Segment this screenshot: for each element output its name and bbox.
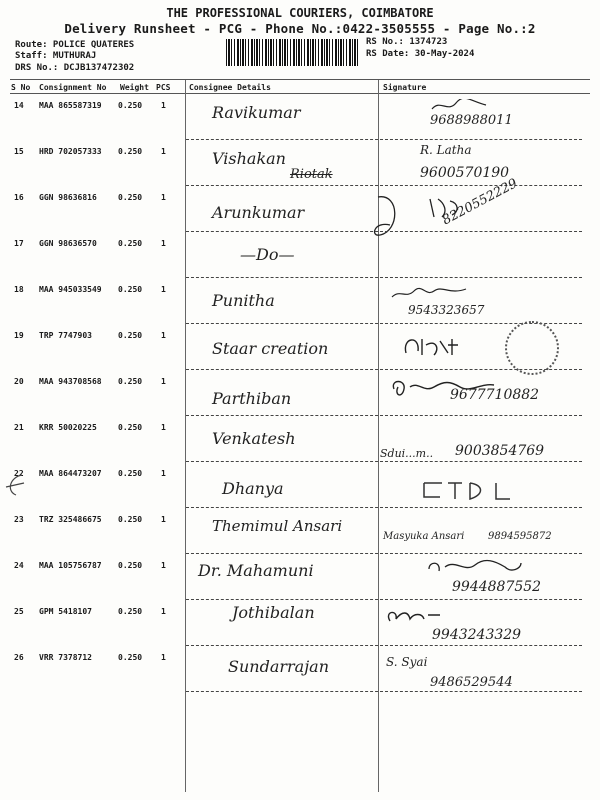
weight: 0.250 [118, 653, 143, 662]
col-header-signature: Signature [383, 83, 427, 92]
drs-number: DRS No.: DCJB137472302 [15, 63, 135, 73]
row-divider [186, 369, 582, 370]
phone-number: 9894595872 [488, 531, 552, 542]
pcs: 1 [161, 285, 166, 294]
weight: 0.250 [118, 331, 143, 340]
consignment-no: MAA 865587319 [39, 101, 102, 110]
weight: 0.250 [118, 469, 143, 478]
consignee-name: Staar creation [212, 339, 329, 358]
sno: 19 [14, 331, 24, 340]
table-row [0, 281, 600, 327]
row-divider [186, 507, 582, 508]
consignee-name: —Do— [240, 245, 295, 264]
sno: 16 [14, 193, 24, 202]
pcs: 1 [161, 101, 166, 110]
rs-date: RS Date: 30-May-2024 [366, 49, 475, 59]
signature-scribble [420, 479, 530, 503]
row-divider [186, 691, 582, 692]
sno: 21 [14, 423, 24, 432]
signature-scribble [384, 607, 444, 629]
table-row [0, 419, 600, 465]
table-row [0, 97, 600, 143]
consignee-name: Themimul Ansari [212, 517, 343, 535]
sno: 15 [14, 147, 24, 156]
pcs: 1 [161, 607, 166, 616]
row-divider [186, 139, 582, 140]
signature: S. Syai [386, 655, 428, 669]
weight: 0.250 [118, 147, 143, 156]
consignment-no: MAA 945033549 [39, 285, 102, 294]
signature-scribble [390, 287, 470, 301]
consignment-no: HRD 702057333 [39, 147, 102, 156]
row-divider [186, 185, 582, 186]
staff-label: Staff: MUTHURAJ [15, 51, 97, 61]
consignment-no: GGN 98636816 [39, 193, 97, 202]
table-row [0, 327, 600, 373]
barcode [226, 39, 358, 66]
sno: 14 [14, 101, 24, 110]
weight: 0.250 [118, 239, 143, 248]
row-divider [186, 231, 582, 232]
row-divider [186, 461, 582, 462]
phone-number: 9677710882 [450, 387, 540, 403]
consignment-no: MAA 105756787 [39, 561, 102, 570]
phone-number: 9486529544 [430, 675, 513, 690]
pcs: 1 [161, 377, 166, 386]
row-divider [186, 599, 582, 600]
col-header-consignee: Consignee Details [189, 83, 271, 92]
weight: 0.250 [118, 515, 143, 524]
table-row [0, 649, 600, 695]
consignee-name: Ravikumar [212, 103, 301, 122]
consignee-name: Parthiban [212, 389, 292, 408]
sno: 23 [14, 515, 24, 524]
phone-number: 8220552229 [440, 176, 521, 229]
sno: 24 [14, 561, 24, 570]
table-row [0, 373, 600, 419]
consignment-no: MAA 864473207 [39, 469, 102, 478]
pcs: 1 [161, 515, 166, 524]
table-row [0, 176, 600, 235]
page-title: THE PROFESSIONAL COURIERS, COIMBATORE [166, 6, 434, 20]
signature: R. Latha [420, 143, 472, 157]
sno: 20 [14, 377, 24, 386]
phone-number: 9688988011 [430, 113, 513, 128]
row-divider [186, 277, 582, 278]
pcs: 1 [161, 653, 166, 662]
phone-number: 9944887552 [452, 579, 542, 595]
pcs: 1 [161, 193, 166, 202]
table-header-rule [10, 93, 590, 94]
table-row [0, 557, 600, 603]
weight: 0.250 [118, 193, 143, 202]
table-row [0, 465, 600, 511]
weight: 0.250 [118, 377, 143, 386]
row-divider [186, 645, 582, 646]
pcs: 1 [161, 239, 166, 248]
row-divider [186, 415, 582, 416]
weight: 0.250 [118, 285, 143, 294]
consignee-name: Arunkumar [212, 203, 305, 222]
col-header-pcs: PCS [156, 83, 171, 92]
weight: 0.250 [118, 607, 143, 616]
table-row [0, 511, 600, 557]
consignment-no: KRR 50020225 [39, 423, 97, 432]
consignment-no: GGN 98636570 [39, 239, 97, 248]
weight: 0.250 [118, 101, 143, 110]
runsheet-subtitle: Delivery Runsheet - PCG - Phone No.:0422-3505555 - Page No.:2 [64, 21, 536, 36]
phone-number: 9003854769 [455, 443, 545, 459]
sno: 17 [14, 239, 24, 248]
consignee-name: Venkatesh [212, 429, 296, 448]
stamp-mark [505, 321, 559, 375]
table-top-rule [10, 79, 590, 80]
margin-tick-mark [2, 471, 28, 501]
sno: 22 [14, 469, 24, 478]
phone-number: 9943243329 [432, 627, 522, 643]
table-row [0, 603, 600, 649]
consignment-no: TRP 7747903 [39, 331, 92, 340]
sno: 26 [14, 653, 24, 662]
row-divider [186, 553, 582, 554]
struck-note: Riotak [290, 167, 333, 182]
phone-number: 9600570190 [420, 165, 510, 181]
pcs: 1 [161, 423, 166, 432]
table-row [0, 235, 600, 281]
route-label: Route: POLICE QUATERES [15, 40, 135, 50]
consignee-name: Jothibalan [232, 603, 315, 622]
rs-number: RS No.: 1374723 [366, 37, 448, 47]
signature-scribble [400, 333, 470, 359]
signature-scribble [430, 99, 490, 113]
consignment-no: VRR 7378712 [39, 653, 92, 662]
consignment-no: TRZ 325486675 [39, 515, 102, 524]
pcs: 1 [161, 147, 166, 156]
consignee-name: Sundarrajan [228, 657, 329, 676]
weight: 0.250 [118, 423, 143, 432]
signature-scribble [425, 559, 525, 579]
consignment-no: MAA 943708568 [39, 377, 102, 386]
phone-number: 9543323657 [408, 303, 485, 317]
pcs: 1 [161, 469, 166, 478]
sno: 25 [14, 607, 24, 616]
consignment-no: GPM 5418107 [39, 607, 92, 616]
col-header-sno: S No [11, 83, 31, 92]
consignee-name: Punitha [212, 291, 275, 310]
signature: Sdui...m.. [380, 447, 434, 460]
col-header-weight: Weight [120, 83, 149, 92]
consignee-name: Dr. Mahamuni [198, 561, 314, 580]
col-header-consignment: Consignment No [39, 83, 107, 92]
consignee-name: Vishakan [212, 149, 286, 168]
pcs: 1 [161, 331, 166, 340]
pcs: 1 [161, 561, 166, 570]
signature: Masyuka Ansari [383, 531, 465, 542]
consignee-name: Dhanya [222, 479, 284, 498]
weight: 0.250 [118, 561, 143, 570]
sno: 18 [14, 285, 24, 294]
